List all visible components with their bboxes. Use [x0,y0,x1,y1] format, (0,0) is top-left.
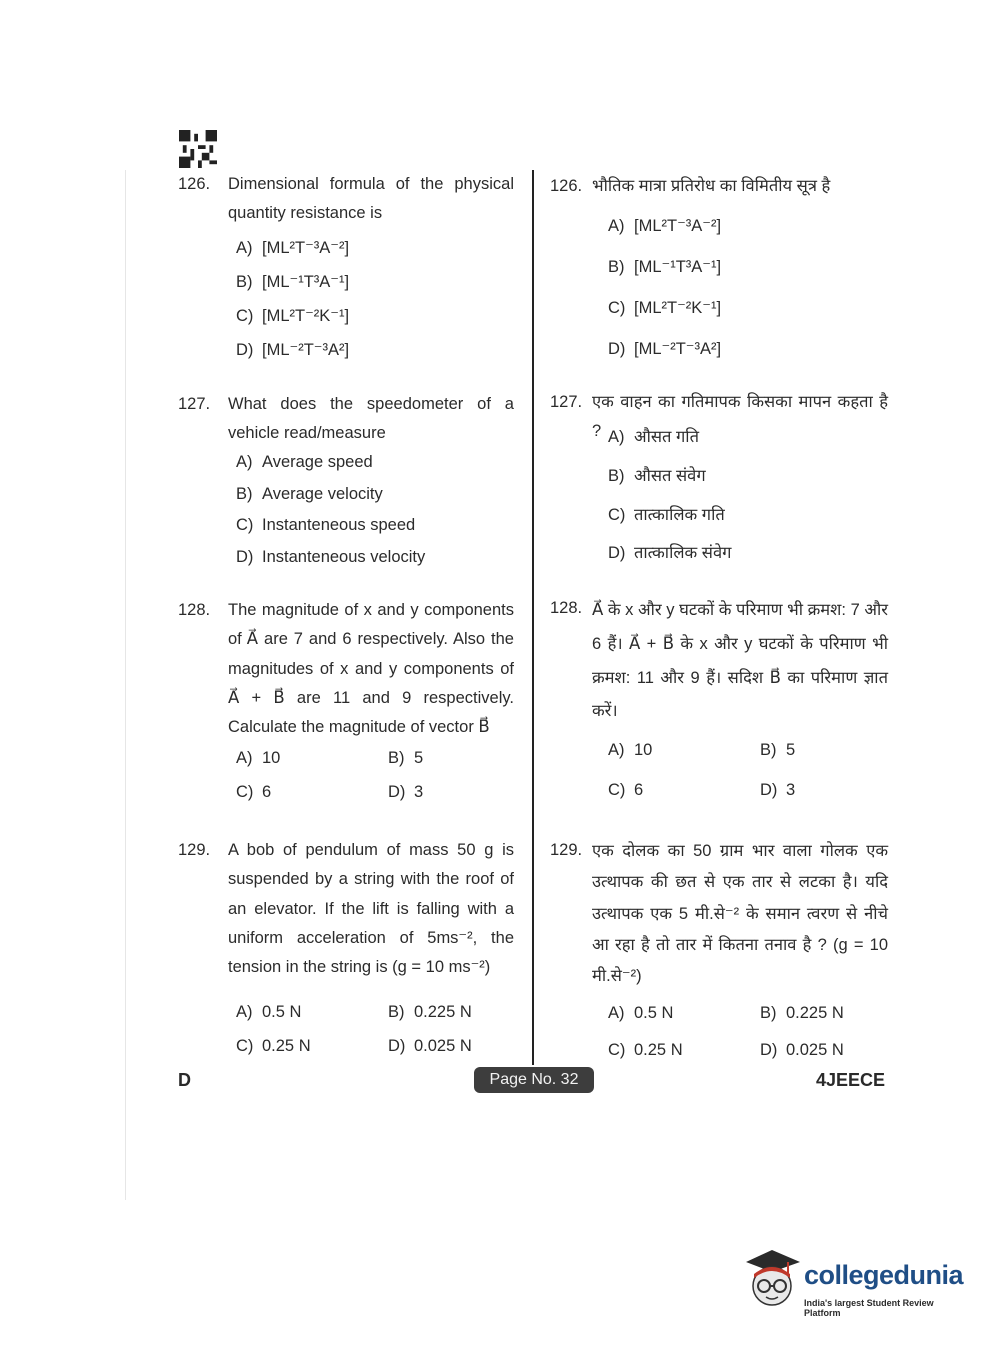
option-a: A) औसत गति [608,428,699,446]
option-a: A) 10 [236,749,281,767]
option-b: B) [ML⁻¹T³A⁻¹] [608,258,722,276]
question-number: 129. [550,841,583,859]
column-divider [532,170,534,1065]
option-c: C) [ML²T⁻²K⁻¹] [608,299,722,317]
question-126-en [178,170,518,370]
question-number: 126. [178,175,211,193]
option-b: B) 0.225 N [388,1003,472,1021]
option-b: B) औसत संवेग [608,467,706,485]
option-c: C) तात्कालिक गति [608,506,725,524]
question-number: 128. [178,601,211,619]
page-number-badge: Page No. 32 [474,1067,594,1093]
question-stem: The magnitude of x and y components of A⃗ are 7 and 6 respectively. Also the magnitudes of x and y components of A⃗ + B⃗ are 11 and 9 respectively. Calculate the magnitude of vector B⃗ [228,601,514,737]
set-code: D [178,1070,191,1090]
option-d: D) तात्कालिक संवेग [608,544,732,562]
brand-watermark [742,1248,972,1318]
option-a: A) Average speed [236,453,373,471]
question-stem: Dimensional formula of the physical quantity resistance is [228,175,514,223]
question-126-hi [550,172,895,372]
option-b: B) 5 [760,741,796,759]
option-b: B) [ML⁻¹T³A⁻¹] [236,273,350,291]
question-number: 128. [550,599,583,617]
option-d: D) Instanteneous velocity [236,548,426,566]
question-stem: A⃗ के x और y घटकों के परिमाण भी क्रमश: 7 और 6 हैं। A⃗ + B⃗ के x और y घटकों के परिमाण भी क्रमश: 11 और 9 हैं। सदिश B⃗ का परिमाण ज्ञात करें। [592,601,888,721]
option-b: B) 5 [388,749,424,767]
option-a: A) 0.5 N [236,1003,302,1021]
question-127-en [178,390,518,580]
option-d: D) 3 [760,781,796,799]
option-d: D) 0.025 N [388,1037,472,1055]
question-number: 127. [178,395,211,413]
option-a: A) 0.5 N [608,1004,674,1022]
option-c: C) Instanteneous speed [236,516,416,534]
question-128-hi [550,594,895,814]
option-d: D) [ML⁻²T⁻³A²] [608,340,722,358]
option-c: C) 0.25 N [236,1037,311,1055]
scan-edge-line [125,170,126,1200]
qr-code-icon [178,130,218,168]
question-stem: एक वाहन का गतिमापक किसका मापन कहता है ? [592,393,888,441]
question-129-en [178,836,518,1066]
option-c: C) [ML²T⁻²K⁻¹] [236,307,350,325]
brand-name: collegedunia [804,1260,964,1290]
option-d: D) 0.025 N [760,1041,844,1059]
option-a: A) [ML²T⁻³A⁻²] [236,239,350,257]
question-128-en [178,596,518,816]
brand-tagline: India's largest Student Review Platform [804,1298,934,1318]
question-stem: भौतिक मात्रा प्रतिरोध का विमितीय सूत्र है [592,177,831,195]
question-number: 127. [550,393,583,411]
option-a: A) 10 [608,741,653,759]
option-c: C) 6 [608,781,644,799]
question-127-hi [550,388,895,578]
question-number: 126. [550,177,583,195]
option-c: C) 0.25 N [608,1041,683,1059]
option-b: B) Average velocity [236,485,383,503]
question-stem: What does the speedometer of a vehicle read/measure [228,395,514,443]
option-d: D) [ML⁻²T⁻³A²] [236,341,350,359]
collegedunia-mascot-icon [742,1248,802,1312]
option-b: B) 0.225 N [760,1004,844,1022]
exam-code: 4JEECE [816,1070,886,1090]
question-129-hi [550,836,895,1066]
option-c: C) 6 [236,783,272,801]
question-stem: A bob of pendulum of mass 50 g is suspended by a string with the roof of an elevator. If the lift is falling with a uniform acceleration of 5ms⁻², the tension in the string is (g = 10 ms⁻²) [228,841,514,977]
question-stem: एक दोलक का 50 ग्राम भार वाला गोलक एक उत्थापक की छत से एक तार से लटका है। यदि उत्थापक एक 5 मी.से⁻² के समान त्वरण से नीचे आ रहा है तो तार में कितना तनाव है ? (g = 10 मी.से⁻²) [592,842,888,986]
option-d: D) 3 [388,783,424,801]
option-a: A) [ML²T⁻³A⁻²] [608,217,722,235]
question-number: 129. [178,841,211,859]
